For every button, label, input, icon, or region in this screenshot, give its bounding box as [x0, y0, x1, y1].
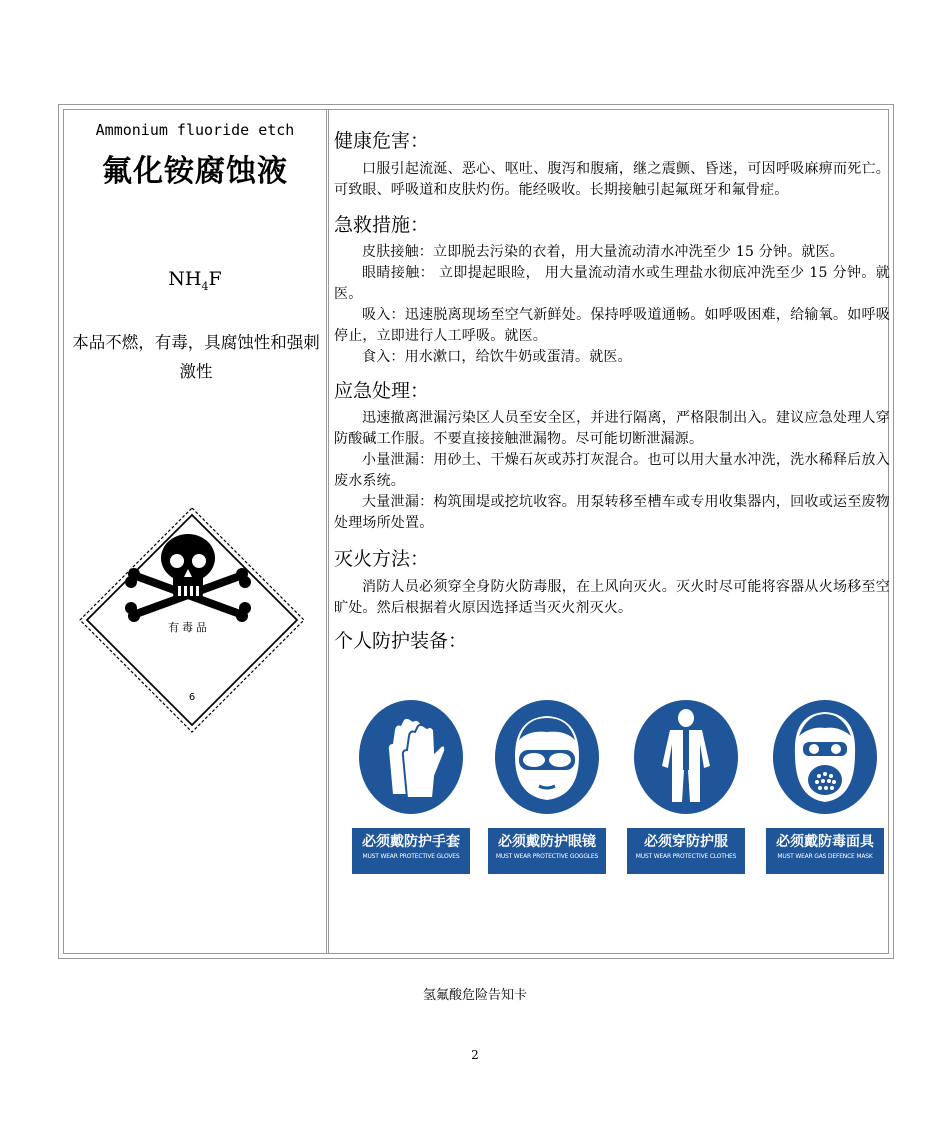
hazard-label: 有毒品: [168, 621, 210, 634]
safety-info-column: [330, 110, 888, 953]
ppe-title: 个人防护装备：: [334, 630, 468, 652]
ppe-sign-mask: [766, 700, 884, 880]
chinese-name: 氟化铵腐蚀液: [102, 154, 288, 189]
fire-fighting-text: [334, 577, 890, 619]
ppe-goggles-en: MUST WEAR PROTECTIVE GOGGLES: [495, 853, 599, 860]
emergency-text: [334, 408, 890, 534]
protective-suit-icon: [634, 700, 738, 814]
ppe-signs: [352, 700, 892, 880]
ppe-mask-cn: 必须戴防毒面具: [776, 834, 874, 850]
first-aid-inhalation: 吸入：迅速脱离现场至空气新鲜处。保持呼吸道通畅。如呼吸困难，给输氧。如呼吸停止，立即进行人工呼吸。就医。: [334, 307, 890, 344]
emergency-large-leak: 大量泄漏：构筑围堤或挖坑收容。用泵转移至槽车或专用收集器内，回收或运至废物处理场所处置。: [334, 494, 890, 531]
hazard-card-inner: [63, 109, 889, 954]
first-aid-skin: 皮肤接触：立即脱去污染的衣着，用大量流动清水冲洗至少 15 分钟。就医。: [362, 244, 844, 260]
ppe-gloves-cn: 必须戴防护手套: [362, 834, 460, 850]
ppe-clothes-cn: 必须穿防护服: [644, 834, 728, 850]
ppe-sign-clothes-circle: [634, 700, 738, 814]
formula-tail: F: [208, 268, 222, 290]
gloves-icon: [359, 700, 463, 814]
ppe-sign-goggles-circle: [495, 700, 599, 814]
english-name: Ammonium fluoride etch: [95, 121, 295, 139]
card-caption: 氢氟酸危险告知卡: [422, 988, 527, 1003]
first-aid-ingestion: 食入：用水漱口，给饮牛奶或蛋清。就医。: [362, 349, 632, 365]
first-aid-title: 急救措施：: [334, 214, 430, 236]
emergency-small-leak: 小量泄漏：用砂土、干燥石灰或苏打灰混合。也可以用大量水冲洗，洗水稀释后放入废水系统。: [334, 452, 890, 489]
health-hazard-title: 健康危害：: [334, 130, 430, 152]
hazard-card: [58, 104, 894, 959]
fire-fighting-title: 灭火方法：: [334, 548, 430, 570]
emergency-general: 迅速撤离泄漏污染区人员至安全区，并进行隔离，严格限制出入。建议应急处理人穿防酸碱工作服。不要直接接触泄漏物。尽可能切断泄漏源。: [334, 410, 890, 447]
chemical-identity-column: [64, 110, 329, 953]
gas-mask-icon: [773, 700, 877, 814]
goggles-icon: [495, 700, 599, 814]
ppe-sign-clothes: [627, 700, 745, 880]
ppe-sign-goggles: [488, 700, 606, 880]
health-hazard-paragraph: 口服引起流涎、恶心、呕吐、腹泻和腹痛，继之震颤、昏迷，可因呼吸麻痹而死亡。可致眼、呼吸道和皮肤灼伤。能经吸收。长期接触引起氟斑牙和氟骨症。: [334, 161, 890, 198]
hazard-description: 本品不燃，有毒，具腐蚀性和强刺激性: [72, 333, 320, 381]
formula-subscript: 4: [201, 279, 209, 293]
chemical-formula: [64, 268, 326, 293]
health-hazard-text: [334, 159, 890, 201]
hazard-class-number: 6: [188, 692, 196, 703]
ppe-mask-en: MUST WEAR GAS DEFENCE MASK: [777, 853, 873, 860]
ppe-sign-gloves: [352, 700, 470, 880]
formula-main: NH: [168, 268, 202, 290]
first-aid-eyes: 眼睛接触： 立即提起眼睑， 用大量流动清水或生理盐水彻底冲洗至少 15 分钟。就医。: [334, 265, 890, 302]
ppe-sign-gloves-circle: [359, 700, 463, 814]
page-number: 2: [471, 1048, 479, 1062]
ppe-goggles-cn: 必须戴防护眼镜: [498, 834, 596, 850]
fire-fighting-paragraph: 消防人员必须穿全身防火防毒服，在上风向灭火。灭火时尽可能将容器从火场移至空旷处。然后根据着火原因选择适当灭火剂灭火。: [334, 579, 890, 616]
skull-crossbones-icon: [125, 534, 251, 622]
ppe-sign-mask-circle: [773, 700, 877, 814]
ppe-clothes-en: MUST WEAR PROTECTIVE CLOTHES: [635, 853, 737, 860]
first-aid-text: [334, 242, 890, 368]
emergency-title: 应急处理：: [334, 380, 430, 402]
ppe-sign-clothes-label: [627, 828, 745, 874]
ppe-sign-gloves-label: [352, 828, 470, 874]
ppe-gloves-en: MUST WEAR PROTECTIVE GLOVES: [362, 853, 460, 860]
ppe-sign-goggles-label: [488, 828, 606, 874]
ppe-sign-mask-label: [766, 828, 884, 874]
